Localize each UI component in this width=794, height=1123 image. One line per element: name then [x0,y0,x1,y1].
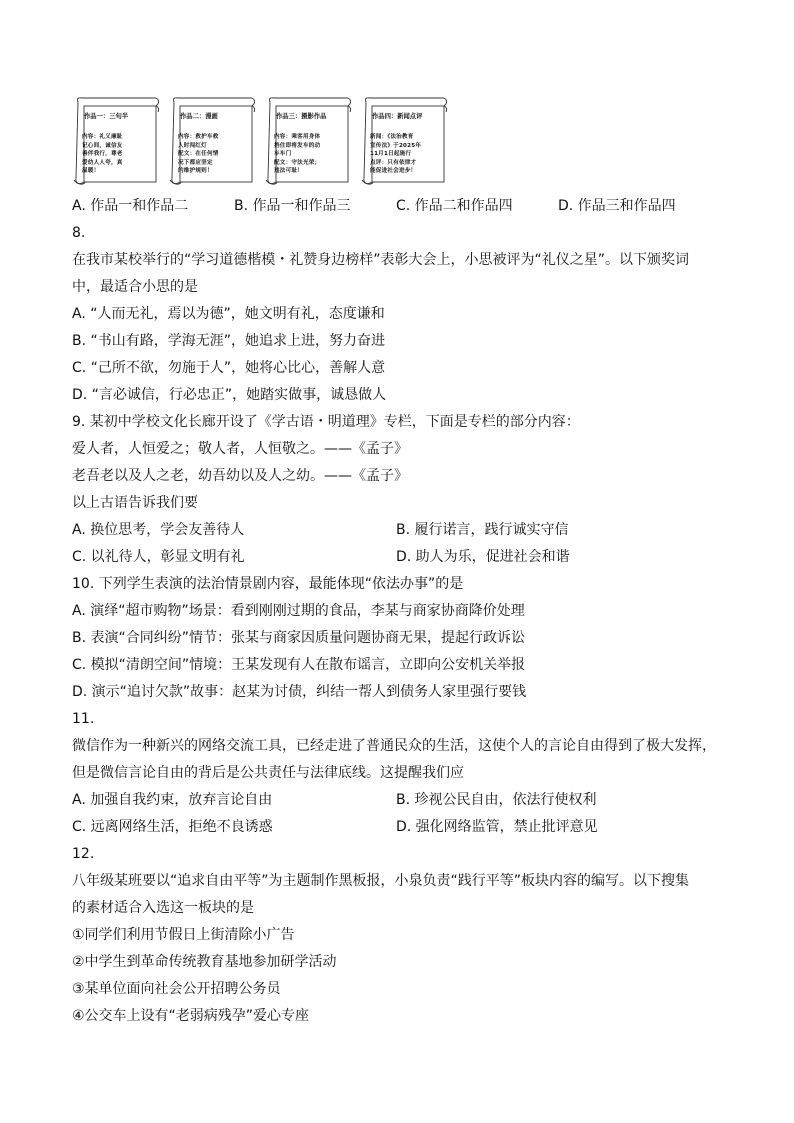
q8-option-b[interactable]: B. “书山有路，学海无涯”，她追求上进，努力奋进 [72,333,386,349]
scroll-line: 点评：只有依律才 [370,159,417,166]
q7-option-d[interactable]: D. 作品三和作品四 [558,198,676,214]
scroll-line: 善伴我行，尊老 [82,151,123,158]
q12-item-3: ③某单位面向社会公开招聘公务员 [72,981,281,997]
q10-option-a[interactable]: A. 演绎“超市购物”场景：看到刚刚过期的食品，李某与商家协商降价处理 [72,603,525,619]
q12-item-1: ①同学们利用节假日上街清除小广告 [72,927,295,943]
q12-stem-line2: 的素材适合入选这一板块的是 [72,900,254,916]
q11-option-b[interactable]: B. 珍视公民自由，依法行使权利 [396,792,597,808]
q7-option-b[interactable]: B. 作品一和作品三 [234,198,351,214]
q7-option-a[interactable]: A. 作品一和作品二 [72,198,189,214]
scroll-line: 配文：在任何情 [178,151,219,158]
q11-stem-line1: 微信作为一种新兴的网络交流工具，已经走进了普通民众的生活，这使个人的言论自由得到了极大发挥， [72,738,716,754]
q9-option-a[interactable]: A. 换位思考，学会友善待人 [72,522,245,538]
scroll-line: 新闻：《法治教育 [370,134,414,140]
q9-option-d[interactable]: D. 助人为乐，促进社会和谐 [396,549,570,565]
q10-stem: 10. 下列学生表演的法治情景剧内容，最能体现“依法办事”的是 [72,576,464,592]
scroll-line: 11月1日起施行 [370,151,412,158]
q7-option-c[interactable]: C. 作品二和作品四 [396,198,513,214]
q10-option-b[interactable]: B. 表演“合同纠纷”情节：张某与商家因质量问题协商无果，提起行政诉讼 [72,630,526,646]
scroll-line: 内容：礼义廉耻 [82,134,123,140]
q11-option-d[interactable]: D. 强化网络监管，禁止批评意见 [396,819,598,835]
q12-item-2: ②中学生到革命传统教育基地参加研学活动 [72,954,337,970]
scroll-work-1 [72,96,160,186]
q9-quote-1: 爱人者，人恒爱之；敬人者，人恒敬之。——《孟子》 [72,441,408,457]
works-scroll-strip [72,96,444,188]
q12-stem-line1: 八年级某班要以“追求自由平等”为主题制作黑板报，小泉负责“践行平等”板块内容的编写。以下搜集 [72,873,690,889]
q8-option-d[interactable]: D. “言必诚信，行必忠正”，她踏实做事，诚恳做人 [72,387,387,403]
q9-stem: 9. 某初中学校文化长廊开设了《学古语・明道理》专栏，下面是专栏的部分内容： [72,414,580,430]
scroll-line: 人时闯红灯 [178,142,207,149]
scroll-title: 作品四：新闻点评 [372,113,423,120]
scroll-body [178,133,244,176]
scroll-body [82,133,148,176]
q9-option-c[interactable]: C. 以礼待人，彰显文明有礼 [72,549,245,565]
scroll-line: 爱幼人人夸，真 [82,159,123,166]
q8-option-a[interactable]: A. “人而无礼，焉以为德”，她文明有礼，态度谦和 [72,306,385,322]
q9-option-b[interactable]: B. 履行诺言，践行诚实守信 [396,522,569,538]
scroll-line: 内容：救护车救 [178,134,219,140]
scroll-title: 作品三：摄影作品 [276,113,327,120]
scroll-line: 宣传法》于2025年 [370,142,422,149]
scroll-body [370,133,436,176]
scroll-line: 能促进社会进步！ [370,168,417,175]
scroll-title: 作品一：三句半 [84,113,129,120]
scroll-work-2 [168,96,256,186]
q11-number: 11. [72,711,95,727]
scroll-line: 的维护规则！ [178,168,213,175]
q10-option-c[interactable]: C. 模拟“清朗空间”情境：王某发现有人在散布谣言，立即向公安机关举报 [72,657,526,673]
q8-stem-line2: 中，最适合小思的是 [72,279,198,295]
scroll-work-3 [264,96,352,186]
scroll-line: 配文：守法光荣； [274,159,321,166]
scroll-line: 况下都应坚定 [178,159,213,166]
q11-option-a[interactable]: A. 加强自我约束，放弃言论自由 [72,792,273,808]
scroll-line: 内容：乘客用身体 [274,134,321,140]
q8-stem-line1: 在我市某校举行的“学习道德楷模・礼赞身边榜样”表彰大会上，小思被评为“礼仪之星”。以下颁奖词 [72,252,690,268]
scroll-line: 温暖！ [82,168,100,175]
q11-stem-line2: 但是微信言论自由的背后是公共责任与法律底线。这提醒我们应 [72,765,464,781]
q8-option-c[interactable]: C. “己所不欲，勿施于人”，她将心比心，善解人意 [72,360,386,376]
scroll-line: 记心间，诚信友 [82,142,123,149]
q8-number: 8. [72,225,86,241]
scroll-title: 作品二：漫画 [180,113,218,120]
scroll-line: 违法可耻！ [274,168,303,175]
scroll-work-4 [360,96,448,186]
scroll-line: 车车门 [274,151,292,158]
scroll-body [274,133,340,176]
q11-option-c[interactable]: C. 远离网络生活，拒绝不良诱惑 [72,819,273,835]
q9-ask: 以上古语告诉我们要 [72,495,198,511]
scroll-line: 挡住即将发车的动 [274,142,321,149]
q12-number: 12. [72,846,95,862]
q12-item-4: ④公交车上设有“老弱病残孕”爱心专座 [72,1008,310,1024]
q9-quote-2: 老吾老以及人之老，幼吾幼以及人之幼。——《孟子》 [72,468,408,484]
q10-option-d[interactable]: D. 演示“追讨欠款”故事：赵某为讨债，纠结一帮人到债务人家里强行要钱 [72,684,527,700]
